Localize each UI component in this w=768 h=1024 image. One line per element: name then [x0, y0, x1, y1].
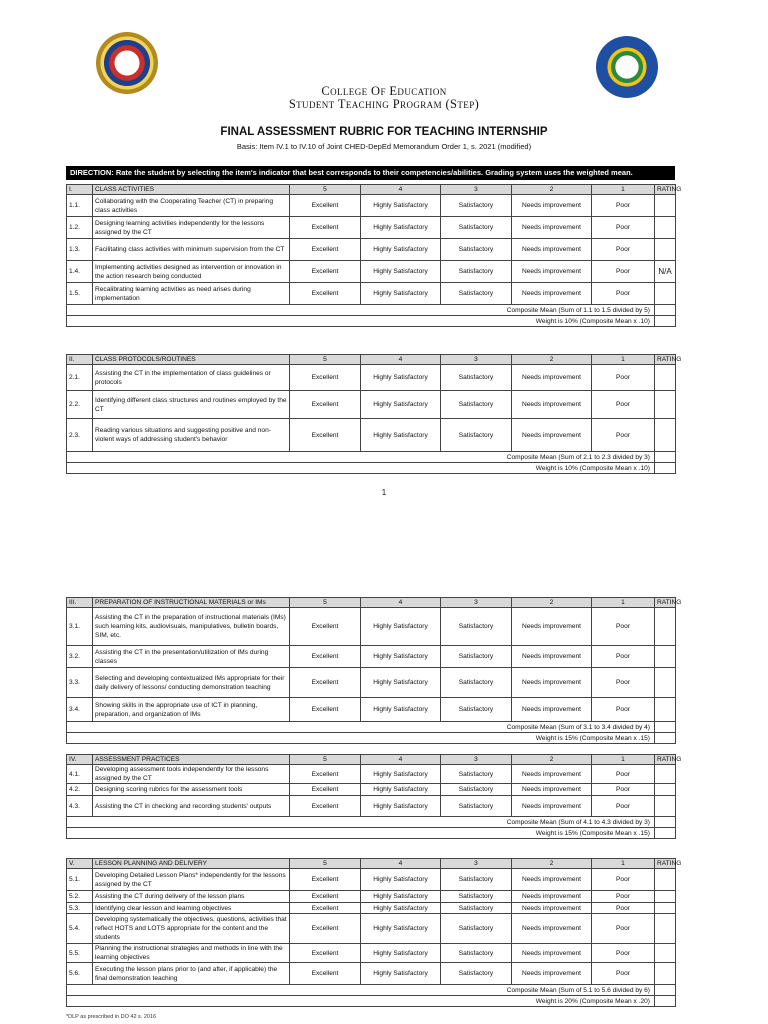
rating-cell[interactable] [655, 365, 676, 391]
page-number: 1 [381, 488, 387, 497]
table-row [67, 891, 676, 903]
item-description: Assisting the CT in the implementation of class guidelines or protocols [93, 365, 290, 391]
rating-option[interactable]: Satisfactory [441, 796, 512, 817]
rating-option[interactable]: Excellent [290, 944, 361, 963]
item-description: Recalibrating learning activities as need arises during implementation [93, 283, 290, 305]
rating-option[interactable]: Poor [592, 963, 655, 985]
rating-option[interactable]: Excellent [290, 963, 361, 985]
scale-header: 3 [441, 859, 512, 869]
college-name: College Of Education [321, 84, 447, 98]
table-row [67, 646, 676, 668]
rating-option[interactable]: Highly Satisfactory [361, 195, 441, 217]
scale-header: 4 [361, 185, 441, 195]
rating-option[interactable]: Highly Satisfactory [361, 419, 441, 452]
rating-option[interactable]: Needs improvement [512, 239, 592, 261]
composite-label: Composite Mean (Sum of 4.1 to 4.3 divided by 3) [67, 817, 655, 828]
rating-option[interactable]: Satisfactory [441, 914, 512, 944]
item-description: Developing systematically the objectives, questions, activities that reflect HOTS and LOTS appropriate for the content and the students [93, 914, 290, 944]
rating-option[interactable]: Needs improvement [512, 765, 592, 784]
rating-cell[interactable] [655, 195, 676, 217]
scale-header: 3 [441, 598, 512, 608]
rating-option[interactable]: Excellent [290, 698, 361, 722]
rating-header: RATING [655, 859, 676, 869]
item-number: 1.5. [67, 283, 93, 305]
rating-option[interactable]: Highly Satisfactory [361, 261, 441, 283]
rating-option[interactable]: Highly Satisfactory [361, 608, 441, 646]
rating-option[interactable]: Poor [592, 903, 655, 914]
scale-header: 1 [592, 859, 655, 869]
item-number: 4.3. [67, 796, 93, 817]
scale-header: 4 [361, 598, 441, 608]
rating-option[interactable]: Highly Satisfactory [361, 217, 441, 239]
rating-header: RATING [655, 355, 676, 365]
table-row [67, 903, 676, 914]
rating-option[interactable]: Needs improvement [512, 646, 592, 668]
scale-header: 4 [361, 755, 441, 765]
section-number: II. [67, 355, 93, 365]
rating-cell[interactable] [655, 944, 676, 963]
rating-header: RATING [655, 755, 676, 765]
rating-option[interactable]: Excellent [290, 365, 361, 391]
rating-option[interactable]: Poor [592, 869, 655, 891]
rating-option[interactable]: Excellent [290, 903, 361, 914]
rating-option[interactable]: Needs improvement [512, 891, 592, 903]
rating-option[interactable]: Needs improvement [512, 668, 592, 698]
rating-option[interactable]: Needs improvement [512, 903, 592, 914]
rating-option[interactable]: Satisfactory [441, 419, 512, 452]
rating-option[interactable]: Satisfactory [441, 698, 512, 722]
weight-label: Weight is 15% (Composite Mean x .15) [67, 733, 655, 744]
rating-option[interactable]: Poor [592, 608, 655, 646]
table-row [67, 944, 676, 963]
section-header-row [67, 355, 676, 365]
item-description: Identifying clear lesson and learning objectives [93, 903, 290, 914]
item-number: 3.1. [67, 608, 93, 646]
scale-header: 1 [592, 755, 655, 765]
rating-option[interactable]: Needs improvement [512, 944, 592, 963]
rating-option[interactable]: Poor [592, 944, 655, 963]
item-number: 4.1. [67, 765, 93, 784]
table-row [67, 195, 676, 217]
rating-option[interactable]: Poor [592, 765, 655, 784]
rating-option[interactable]: Poor [592, 914, 655, 944]
rating-option[interactable]: Excellent [290, 217, 361, 239]
rating-option[interactable]: Poor [592, 668, 655, 698]
rating-option[interactable]: Poor [592, 217, 655, 239]
composite-value-cell[interactable] [655, 452, 676, 463]
rating-option[interactable]: Excellent [290, 391, 361, 419]
section-table [66, 597, 682, 744]
rating-cell[interactable] [655, 698, 676, 722]
scale-header: 1 [592, 185, 655, 195]
scale-header: 2 [512, 355, 592, 365]
weight-value-cell[interactable] [655, 828, 676, 839]
item-description: Reading various situations and suggesting positive and non-violent ways of addressing student's behavior [93, 419, 290, 452]
rating-option[interactable]: Highly Satisfactory [361, 796, 441, 817]
rating-option[interactable]: Highly Satisfactory [361, 765, 441, 784]
section-title: LESSON PLANNING AND DELIVERY [93, 859, 290, 869]
scale-header: 5 [290, 355, 361, 365]
section-title: PREPARATION OF INSTRUCTIONAL MATERIALS or IMs [93, 598, 290, 608]
rating-option[interactable]: Satisfactory [441, 944, 512, 963]
item-description: Selecting and developing contextualized IMs appropriate for their daily delivery of lessons/ conducting demonstration teaching [93, 668, 290, 698]
direction-bar: DIRECTION: Rate the student by selecting the item's indicator that best corresponds to their competencies/abilities. Grading system uses the weighted mean. [66, 166, 675, 180]
section-number: III. [67, 598, 93, 608]
rating-option[interactable]: Excellent [290, 668, 361, 698]
scale-header: 3 [441, 355, 512, 365]
rating-cell[interactable] [655, 903, 676, 914]
rating-option[interactable]: Satisfactory [441, 261, 512, 283]
rating-option[interactable]: Excellent [290, 891, 361, 903]
rating-option[interactable]: Satisfactory [441, 195, 512, 217]
basis-note: Basis: Item IV.1 to IV.10 of Joint CHED-DepEd Memorandum Order 1, s. 2021 (modified) [236, 142, 532, 151]
rating-header: RATING [655, 598, 676, 608]
rating-cell[interactable] [655, 914, 676, 944]
section-table [66, 184, 682, 327]
scale-header: 2 [512, 859, 592, 869]
item-description: Designing learning activities independently for the lessons assigned by the CT [93, 217, 290, 239]
item-description: Showing skills in the appropriate use of ICT in planning, preparation, and organization of IMs [93, 698, 290, 722]
scale-header: 2 [512, 185, 592, 195]
composite-label: Composite Mean (Sum of 5.1 to 5.6 divided by 6) [67, 985, 655, 996]
rating-option[interactable]: Needs improvement [512, 261, 592, 283]
rating-option[interactable]: Poor [592, 283, 655, 305]
rating-option[interactable]: Needs improvement [512, 869, 592, 891]
rating-option[interactable]: Needs improvement [512, 283, 592, 305]
scale-header: 3 [441, 185, 512, 195]
rating-cell[interactable] [655, 784, 676, 796]
rating-option[interactable]: Highly Satisfactory [361, 391, 441, 419]
rating-option[interactable]: Satisfactory [441, 391, 512, 419]
rating-option[interactable]: Excellent [290, 195, 361, 217]
table-row [67, 914, 676, 944]
table-row [67, 608, 676, 646]
section-title: CLASS PROTOCOLS/ROUTINES [93, 355, 290, 365]
rating-option[interactable]: Excellent [290, 261, 361, 283]
rating-option[interactable]: Highly Satisfactory [361, 365, 441, 391]
rating-cell[interactable] [655, 891, 676, 903]
composite-row [67, 305, 676, 316]
item-number: 2.1. [67, 365, 93, 391]
footnote: *DLP as prescribed in DO 42 s. 2016 [66, 1014, 157, 1020]
rating-option[interactable]: Highly Satisfactory [361, 914, 441, 944]
rating-option[interactable]: Satisfactory [441, 608, 512, 646]
table-row [67, 261, 676, 283]
scale-header: 5 [290, 185, 361, 195]
rating-option[interactable]: Satisfactory [441, 668, 512, 698]
rating-option[interactable]: Poor [592, 796, 655, 817]
weight-label: Weight is 15% (Composite Mean x .15) [67, 828, 655, 839]
rating-option[interactable]: Highly Satisfactory [361, 668, 441, 698]
composite-value-cell[interactable] [655, 985, 676, 996]
item-number: 1.4. [67, 261, 93, 283]
rating-cell[interactable] [655, 217, 676, 239]
item-description: Executing the lesson plans prior to (and after, if applicable) the final demonstration teaching [93, 963, 290, 985]
rating-option[interactable]: Highly Satisfactory [361, 239, 441, 261]
rating-option[interactable]: Highly Satisfactory [361, 784, 441, 796]
item-description: Identifying different class structures and routines employed by the CT [93, 391, 290, 419]
table-row [67, 283, 676, 305]
rating-option[interactable]: Satisfactory [441, 891, 512, 903]
rating-option[interactable]: Satisfactory [441, 283, 512, 305]
rating-option[interactable]: Poor [592, 365, 655, 391]
rating-option[interactable]: Needs improvement [512, 365, 592, 391]
section-table [66, 858, 682, 1007]
composite-value-cell[interactable] [655, 817, 676, 828]
weight-row [67, 316, 676, 327]
weight-label: Weight is 20% (Composite Mean x .20) [67, 996, 655, 1007]
rating-option[interactable]: Poor [592, 195, 655, 217]
item-number: 5.4. [67, 914, 93, 944]
rating-option[interactable]: Satisfactory [441, 217, 512, 239]
rating-option[interactable]: Highly Satisfactory [361, 944, 441, 963]
item-description: Implementing activities designed as intervention or innovation in the action research being conducted [93, 261, 290, 283]
scale-header: 1 [592, 598, 655, 608]
rating-option[interactable]: Needs improvement [512, 963, 592, 985]
section-number: IV. [67, 755, 93, 765]
rating-option[interactable]: Needs improvement [512, 217, 592, 239]
rating-option[interactable]: Excellent [290, 765, 361, 784]
scale-header: 5 [290, 859, 361, 869]
item-description: Collaborating with the Cooperating Teacher (CT) in preparing class activities [93, 195, 290, 217]
rating-option[interactable]: Poor [592, 891, 655, 903]
scale-header: 5 [290, 598, 361, 608]
item-description: Assisting the CT during delivery of the lesson plans [93, 891, 290, 903]
rating-option[interactable]: Satisfactory [441, 869, 512, 891]
rating-cell[interactable] [655, 239, 676, 261]
section-header-row [67, 185, 676, 195]
scale-header: 2 [512, 755, 592, 765]
weight-value-cell[interactable] [655, 733, 676, 744]
section-header-row [67, 755, 676, 765]
weight-value-cell[interactable] [655, 316, 676, 327]
rating-option[interactable]: Excellent [290, 239, 361, 261]
item-description: Designing scoring rubrics for the assessment tools [93, 784, 290, 796]
table-row [67, 698, 676, 722]
item-number: 5.1. [67, 869, 93, 891]
item-number: 5.6. [67, 963, 93, 985]
rating-cell[interactable] [655, 765, 676, 784]
rating-option[interactable]: Needs improvement [512, 391, 592, 419]
item-number: 1.3. [67, 239, 93, 261]
item-number: 5.5. [67, 944, 93, 963]
item-number: 2.3. [67, 419, 93, 452]
program-name: Student Teaching Program (Step) [288, 97, 480, 111]
weight-row [67, 463, 676, 474]
item-number: 1.1. [67, 195, 93, 217]
scale-header: 4 [361, 355, 441, 365]
rating-option[interactable]: Highly Satisfactory [361, 903, 441, 914]
rating-cell[interactable] [655, 796, 676, 817]
composite-value-cell[interactable] [655, 722, 676, 733]
scale-header: 2 [512, 598, 592, 608]
item-description: Assisting the CT in the preparation of instructional materials (IMs) such learning kits, audiovisuals, manipulatives, bulletin boards, SIM, etc. [93, 608, 290, 646]
table-row [67, 668, 676, 698]
item-description: Assisting the CT in the presentation/utilization of IMs during classes [93, 646, 290, 668]
rating-option[interactable]: Highly Satisfactory [361, 646, 441, 668]
rating-cell[interactable] [655, 419, 676, 452]
composite-value-cell[interactable] [655, 305, 676, 316]
rating-cell[interactable]: N/A [655, 261, 676, 283]
composite-label: Composite Mean (Sum of 3.1 to 3.4 divided by 4) [67, 722, 655, 733]
rating-option[interactable]: Poor [592, 261, 655, 283]
section-table [66, 754, 682, 839]
table-row [67, 784, 676, 796]
scale-header: 1 [592, 355, 655, 365]
weight-row [67, 996, 676, 1007]
item-number: 3.2. [67, 646, 93, 668]
rating-cell[interactable] [655, 869, 676, 891]
rating-option[interactable]: Excellent [290, 283, 361, 305]
section-number: I. [67, 185, 93, 195]
table-row [67, 765, 676, 784]
rating-option[interactable]: Satisfactory [441, 646, 512, 668]
rating-option[interactable]: Excellent [290, 869, 361, 891]
section-header-row [67, 859, 676, 869]
rating-option[interactable]: Satisfactory [441, 765, 512, 784]
rating-header: RATING [655, 185, 676, 195]
table-row [67, 391, 676, 419]
rating-option[interactable]: Poor [592, 784, 655, 796]
table-row [67, 419, 676, 452]
rating-option[interactable]: Satisfactory [441, 903, 512, 914]
rating-option[interactable]: Poor [592, 391, 655, 419]
weight-value-cell[interactable] [655, 996, 676, 1007]
rating-option[interactable]: Needs improvement [512, 698, 592, 722]
scale-header: 3 [441, 755, 512, 765]
composite-row [67, 452, 676, 463]
table-row [67, 796, 676, 817]
rating-option[interactable]: Highly Satisfactory [361, 891, 441, 903]
weight-label: Weight is 10% (Composite Mean x .10) [67, 316, 655, 327]
item-number: 2.2. [67, 391, 93, 419]
item-description: Assisting the CT in checking and recording students' outputs [93, 796, 290, 817]
rating-option[interactable]: Needs improvement [512, 419, 592, 452]
composite-row [67, 985, 676, 996]
weight-value-cell[interactable] [655, 463, 676, 474]
rating-option[interactable]: Satisfactory [441, 963, 512, 985]
rating-cell[interactable] [655, 646, 676, 668]
item-description: Facilitating class activities with minimum supervision from the CT [93, 239, 290, 261]
rating-option[interactable]: Satisfactory [441, 239, 512, 261]
section-title: ASSESSMENT PRACTICES [93, 755, 290, 765]
section-title: CLASS ACTIVITIES [93, 185, 290, 195]
composite-row [67, 722, 676, 733]
rating-option[interactable]: Needs improvement [512, 195, 592, 217]
rating-cell[interactable] [655, 391, 676, 419]
rating-cell[interactable] [655, 608, 676, 646]
rating-option[interactable]: Needs improvement [512, 914, 592, 944]
rating-option[interactable]: Satisfactory [441, 365, 512, 391]
table-row [67, 365, 676, 391]
rating-option[interactable]: Highly Satisfactory [361, 283, 441, 305]
rating-option[interactable]: Excellent [290, 646, 361, 668]
item-number: 5.3. [67, 903, 93, 914]
composite-label: Composite Mean (Sum of 2.1 to 2.3 divided by 3) [67, 452, 655, 463]
rating-option[interactable]: Excellent [290, 914, 361, 944]
table-row [67, 963, 676, 985]
table-row [67, 217, 676, 239]
rating-option[interactable]: Needs improvement [512, 784, 592, 796]
table-row [67, 239, 676, 261]
rating-option[interactable]: Needs improvement [512, 796, 592, 817]
rating-option[interactable]: Poor [592, 646, 655, 668]
rating-cell[interactable] [655, 963, 676, 985]
rating-option[interactable]: Poor [592, 698, 655, 722]
rating-option[interactable]: Highly Satisfactory [361, 963, 441, 985]
section-table [66, 354, 682, 474]
item-number: 5.2. [67, 891, 93, 903]
rating-cell[interactable] [655, 283, 676, 305]
weight-row [67, 733, 676, 744]
item-number: 3.3. [67, 668, 93, 698]
scale-header: 4 [361, 859, 441, 869]
rating-option[interactable]: Satisfactory [441, 784, 512, 796]
item-description: Developing Detailed Lesson Plans* independently for the lessons assigned by the CT [93, 869, 290, 891]
rating-option[interactable]: Excellent [290, 419, 361, 452]
weight-label: Weight is 10% (Composite Mean x .10) [67, 463, 655, 474]
rating-option[interactable]: Poor [592, 419, 655, 452]
rating-option[interactable]: Excellent [290, 608, 361, 646]
section-number: V. [67, 859, 93, 869]
composite-row [67, 817, 676, 828]
rating-option[interactable]: Highly Satisfactory [361, 869, 441, 891]
table-row [67, 869, 676, 891]
composite-label: Composite Mean (Sum of 1.1 to 1.5 divided by 5) [67, 305, 655, 316]
rating-option[interactable]: Excellent [290, 784, 361, 796]
rating-option[interactable]: Highly Satisfactory [361, 698, 441, 722]
item-number: 3.4. [67, 698, 93, 722]
item-number: 4.2. [67, 784, 93, 796]
rating-option[interactable]: Poor [592, 239, 655, 261]
document-title: FINAL ASSESSMENT RUBRIC FOR TEACHING INTERNSHIP [220, 126, 548, 138]
item-number: 1.2. [67, 217, 93, 239]
scale-header: 5 [290, 755, 361, 765]
item-description: Developing assessment tools independently for the lessons assigned by the CT [93, 765, 290, 784]
rating-option[interactable]: Excellent [290, 796, 361, 817]
weight-row [67, 828, 676, 839]
rating-cell[interactable] [655, 668, 676, 698]
section-header-row [67, 598, 676, 608]
rating-option[interactable]: Needs improvement [512, 608, 592, 646]
item-description: Planning the instructional strategies and methods in line with the learning objectives [93, 944, 290, 963]
